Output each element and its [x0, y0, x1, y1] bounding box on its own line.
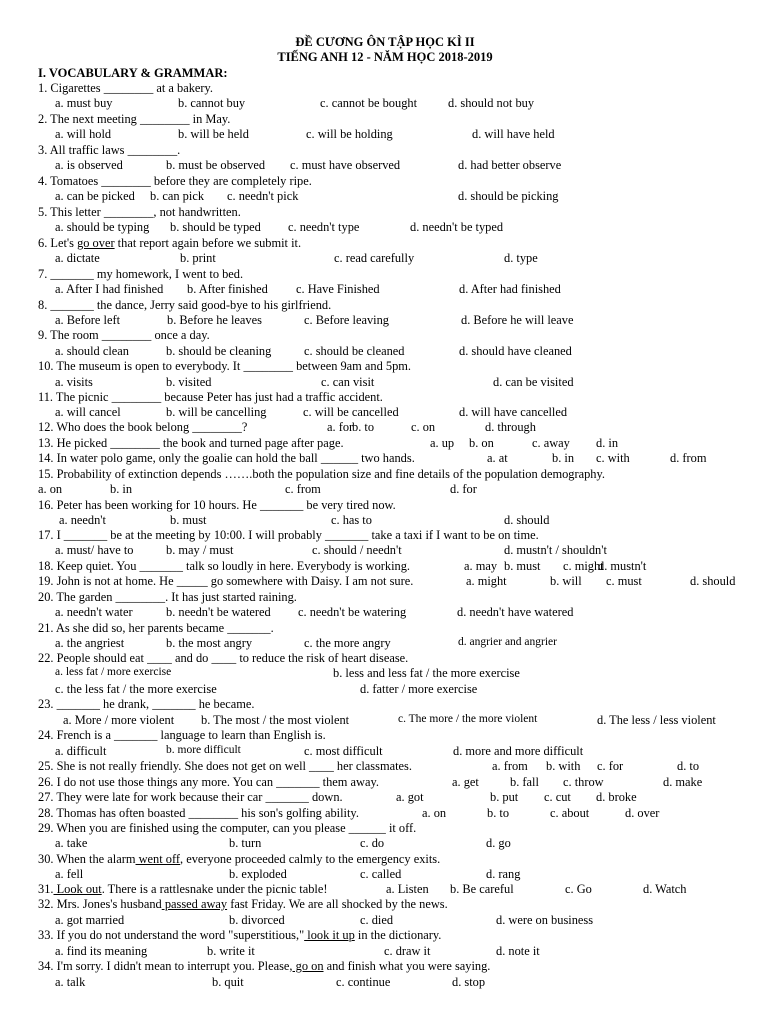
option-24a: a. difficult [55, 744, 107, 758]
option-17c: c. should / needn't [312, 543, 402, 557]
option-31d: d. Watch [643, 882, 687, 896]
option-20c: c. needn't be watering [298, 605, 407, 619]
section-heading: I. VOCABULARY & GRAMMAR: [38, 66, 228, 80]
option-12d: d. through [485, 420, 536, 434]
option-16b: b. must [170, 513, 207, 527]
question-2: 2. The next meeting ________ in May. [38, 112, 231, 126]
option-8b: b. Before he leaves [167, 313, 262, 327]
option-4b: b. can pick [150, 189, 205, 203]
question-1: 1. Cigarettes ________ at a bakery. [38, 81, 214, 95]
option-6b: b. print [180, 251, 216, 265]
option-24c: c. most difficult [304, 744, 383, 758]
underlined-phrase: went off [135, 852, 181, 866]
option-7b: b. After finished [187, 282, 268, 296]
option-14a: a. at [487, 451, 508, 465]
option-5a: a. should be typing [55, 220, 150, 234]
option-3d: d. had better observe [458, 158, 562, 172]
option-13b: b. on [469, 436, 494, 450]
option-11a: a. will cancel [55, 405, 121, 419]
option-10b: b. visited [166, 375, 212, 389]
option-1c: c. cannot be bought [320, 96, 418, 110]
option-31c: c. Go [565, 882, 592, 896]
option-14c: c. with [596, 451, 630, 465]
option-2b: b. will be held [178, 127, 249, 141]
option-5c: c. needn't type [288, 220, 360, 234]
option-8a: a. Before left [55, 313, 121, 327]
option-1b: b. cannot buy [178, 96, 246, 110]
option-8d: d. Before he will leave [461, 313, 574, 327]
question-33: 33. If you do not understand the word "superstitious," look it up in the dictionary. [38, 928, 442, 942]
option-23d: d. The less / less violent [597, 713, 716, 727]
question-3: 3. All traffic laws ________. [38, 143, 181, 157]
option-21a: a. the angriest [55, 636, 125, 650]
question-9: 9. The room ________ once a day. [38, 328, 210, 342]
option-26c: c. throw [563, 775, 604, 789]
option-11b: b. will be cancelling [166, 405, 267, 419]
option-5d: d. needn't be typed [410, 220, 504, 234]
option-28a: a. on [422, 806, 447, 820]
question-12: 12. Who does the book belong ________? [38, 420, 248, 434]
option-7c: c. Have Finished [296, 282, 380, 296]
option-19a: a. might [466, 574, 507, 588]
option-9d: d. should have cleaned [459, 344, 572, 358]
option-13a: a. up [430, 436, 455, 450]
option-30b: b. exploded [229, 867, 287, 881]
option-14d: d. from [670, 451, 707, 465]
question-32: 32. Mrs. Jones's husband passed away fast Friday. We are all shocked by the news. [38, 897, 448, 911]
option-10d: d. can be visited [493, 375, 574, 389]
option-18b: b. must [504, 559, 541, 573]
question-28: 28. Thomas has often boasted ________ his son's golfing ability. [38, 806, 359, 820]
option-30d: d. rang [486, 867, 521, 881]
option-3b: b. must be observed [166, 158, 266, 172]
option-2a: a. will hold [55, 127, 112, 141]
option-19d: d. should [690, 574, 736, 588]
option-28c: c. about [550, 806, 590, 820]
option-16a: a. needn't [59, 513, 106, 527]
option-29c: c. do [360, 836, 385, 850]
question-34: 34. I'm sorry. I didn't mean to interrupt you. Please, go on and finish what you were saying. [38, 959, 491, 973]
option-4a: a. can be picked [55, 189, 135, 203]
option-34a: a. talk [55, 975, 86, 989]
option-23b: b. The most / the most violent [201, 713, 350, 727]
option-2d: d. will have held [472, 127, 555, 141]
question-15: 15. Probability of extinction depends …….both the population size and fine details of the population demography. [38, 467, 605, 481]
question-31: 31. Look out. There is a rattlesnake under the picnic table! [38, 882, 328, 896]
option-33a: a. find its meaning [55, 944, 148, 958]
option-22a: a. less fat / more exercise [55, 666, 172, 678]
underlined-phrase: Look out [53, 882, 102, 896]
question-6: 6. Let's go over that report again before we submit it. [38, 236, 302, 250]
question-8: 8. _______ the dance, Jerry said good-bye to his girlfriend. [38, 298, 332, 312]
option-9b: b. should be cleaning [166, 344, 272, 358]
option-29a: a. take [55, 836, 88, 850]
option-20d: d. needn't have watered [457, 605, 574, 619]
question-20: 20. The garden ________. It has just started raining. [38, 590, 297, 604]
question-13: 13. He picked ________ the book and turned page after page. [38, 436, 344, 450]
option-27d: d. broke [596, 790, 637, 804]
option-15c: c. from [285, 482, 321, 496]
option-21c: c. the more angry [304, 636, 391, 650]
option-22b: b. less and less fat / the more exercise [333, 666, 520, 680]
option-4d: d. should be picking [458, 189, 559, 203]
question-23: 23. _______ he drank, _______ he became. [38, 697, 255, 711]
option-23a: a. More / more violent [63, 713, 175, 727]
option-18a: a. may [464, 559, 498, 573]
option-34c: c. continue [336, 975, 391, 989]
option-10a: a. visits [55, 375, 93, 389]
question-16: 16. Peter has been working for 10 hours. He _______ be very tired now. [38, 498, 396, 512]
question-21: 21. As she did so, her parents became _______. [38, 621, 274, 635]
option-4c: c. needn't pick [227, 189, 299, 203]
option-16d: d. should [504, 513, 550, 527]
option-12c: c. on [411, 420, 436, 434]
option-9c: c. should be cleaned [304, 344, 405, 358]
option-20a: a. needn't water [55, 605, 133, 619]
question-30: 30. When the alarm went off, everyone proceeded calmly to the emergency exits. [38, 852, 441, 866]
option-26d: d. make [663, 775, 703, 789]
option-25a: a. from [492, 759, 528, 773]
option-30a: a. fell [55, 867, 84, 881]
option-29b: b. turn [229, 836, 262, 850]
option-25b: b. with [546, 759, 581, 773]
document-title: ĐỀ CƯƠNG ÔN TẬP HỌC KÌ II [295, 35, 475, 49]
question-14: 14. In water polo game, only the goalie can hold the ball ______ two hands. [38, 451, 415, 465]
question-7: 7. _______ my homework, I went to bed. [38, 267, 244, 281]
option-6d: d. type [504, 251, 538, 265]
option-6a: a. dictate [55, 251, 100, 265]
option-6c: c. read carefully [334, 251, 415, 265]
underlined-phrase: go on [292, 959, 324, 973]
option-22c: c. the less fat / the more exercise [55, 682, 217, 696]
option-33c: c. draw it [384, 944, 431, 958]
option-18d: d. mustn't [598, 559, 647, 573]
option-13d: d. in [596, 436, 619, 450]
option-5b: b. should be typed [170, 220, 261, 234]
option-1a: a. must buy [55, 96, 113, 110]
option-20b: b. needn't be watered [166, 605, 271, 619]
option-11d: d. will have cancelled [459, 405, 568, 419]
option-13c: c. away [532, 436, 570, 450]
question-5: 5. This letter ________, not handwritten. [38, 205, 241, 219]
option-7a: a. After I had finished [55, 282, 164, 296]
option-24b: b. more difficult [166, 744, 241, 756]
question-29: 29. When you are finished using the computer, can you please ______ it off. [38, 821, 417, 835]
option-32b: b. divorced [229, 913, 285, 927]
option-25d: d. to [677, 759, 700, 773]
option-1d: d. should not buy [448, 96, 535, 110]
option-32a: a. got married [55, 913, 125, 927]
question-18: 18. Keep quiet. You _______ talk so loudly in here. Everybody is working. [38, 559, 411, 573]
option-17d: d. mustn't / shouldn't [504, 543, 607, 557]
question-24: 24. French is a _______ language to learn than English is. [38, 728, 326, 742]
option-15a: a. on [38, 482, 63, 496]
option-8c: c. Before leaving [304, 313, 389, 327]
option-2c: c. will be holding [306, 127, 393, 141]
question-19: 19. John is not at home. He _____ go somewhere with Daisy. I am not sure. [38, 574, 414, 588]
underlined-phrase: passed away [161, 897, 228, 911]
option-29d: d. go [486, 836, 511, 850]
option-26a: a. get [452, 775, 479, 789]
option-31a: a. Listen [386, 882, 429, 896]
option-27b: b. put [490, 790, 519, 804]
option-34d: d. stop [452, 975, 486, 989]
option-19b: b. will [550, 574, 582, 588]
option-3a: a. is observed [55, 158, 123, 172]
underlined-phrase: look it up [304, 928, 355, 942]
question-22: 22. People should eat ____ and do ____ to reduce the risk of heart disease. [38, 651, 409, 665]
option-30c: c. called [360, 867, 402, 881]
option-26b: b. fall [510, 775, 539, 789]
option-16c: c. has to [331, 513, 372, 527]
option-7d: d. After had finished [459, 282, 561, 296]
question-26: 26. I do not use those things any more. You can _______ them away. [38, 775, 379, 789]
option-32c: c. died [360, 913, 394, 927]
option-12b: b. to [352, 420, 375, 434]
option-34b: b. quit [212, 975, 244, 989]
option-33d: d. note it [496, 944, 540, 958]
option-27a: a. got [396, 790, 424, 804]
option-32d: d. were on business [496, 913, 594, 927]
option-18c: c. might [563, 559, 604, 573]
option-14b: b. in [552, 451, 575, 465]
option-28b: b. to [487, 806, 510, 820]
option-17a: a. must/ have to [55, 543, 134, 557]
option-23c: c. The more / the more violent [398, 713, 538, 725]
option-12a: a. for [327, 420, 354, 434]
option-11c: c. will be cancelled [303, 405, 399, 419]
option-27c: c. cut [544, 790, 571, 804]
question-10: 10. The museum is open to everybody. It ________ between 9am and 5pm. [38, 359, 412, 373]
question-27: 27. They were late for work because their car _______ down. [38, 790, 343, 804]
question-11: 11. The picnic ________ because Peter has just had a traffic accident. [38, 390, 383, 404]
option-10c: c. can visit [321, 375, 375, 389]
question-4: 4. Tomatoes ________ before they are completely ripe. [38, 174, 312, 188]
option-21d: d. angrier and angrier [458, 636, 557, 648]
question-17: 17. I _______ be at the meeting by 10:00. I will probably _______ take a taxi if I want to be on time. [38, 528, 539, 542]
question-25: 25. She is not really friendly. She does not get on well ____ her classmates. [38, 759, 412, 773]
option-28d: d. over [625, 806, 660, 820]
option-22d: d. fatter / more exercise [360, 682, 478, 696]
option-15b: b. in [110, 482, 133, 496]
option-21b: b. the most angry [166, 636, 253, 650]
option-31b: b. Be careful [450, 882, 514, 896]
option-17b: b. may / must [166, 543, 234, 557]
option-9a: a. should clean [55, 344, 129, 358]
option-19c: c. must [606, 574, 642, 588]
option-25c: c. for [597, 759, 624, 773]
document-subtitle: TIẾNG ANH 12 - NĂM HỌC 2018-2019 [277, 50, 493, 64]
option-3c: c. must have observed [290, 158, 401, 172]
option-24d: d. more and more difficult [453, 744, 584, 758]
option-15d: d. for [450, 482, 477, 496]
underlined-phrase: go over [77, 236, 115, 250]
option-33b: b. write it [207, 944, 255, 958]
